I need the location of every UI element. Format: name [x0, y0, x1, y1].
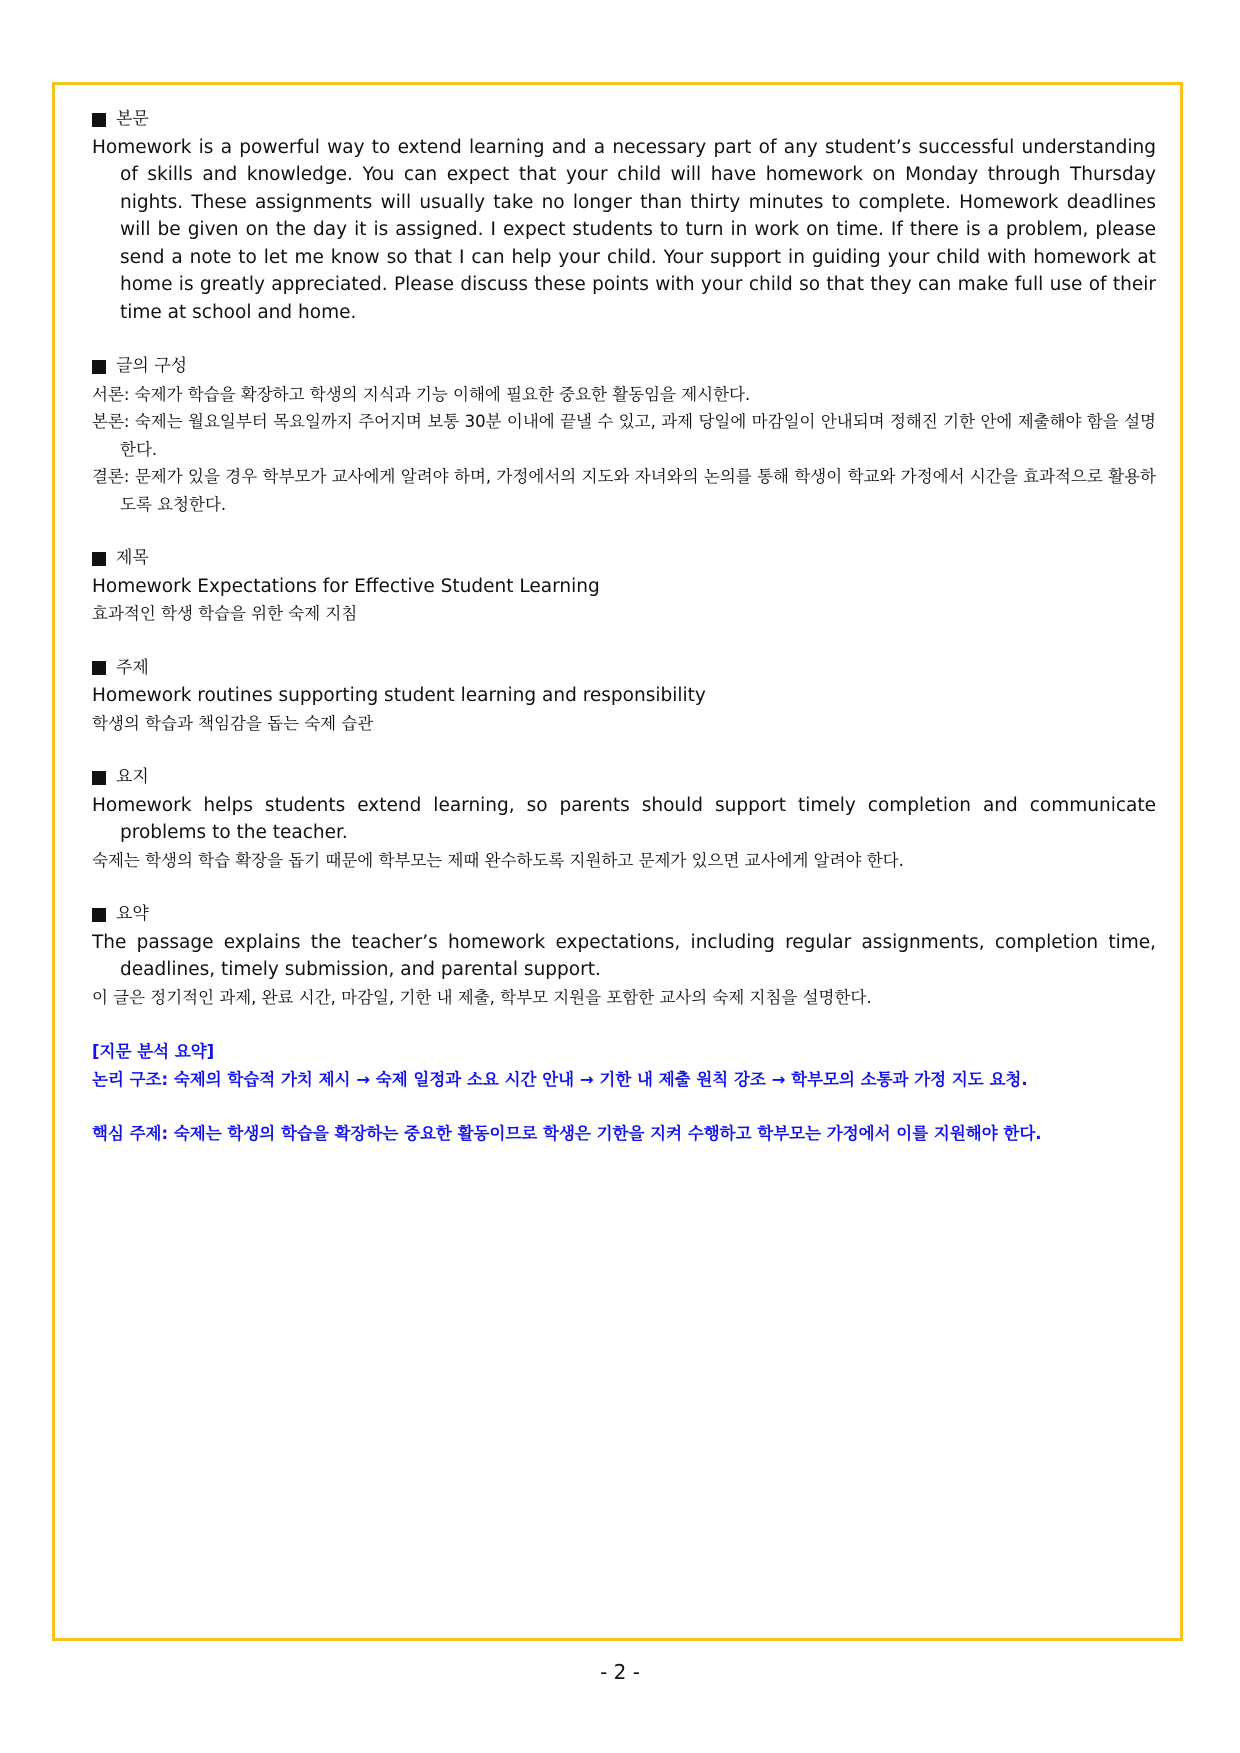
section-heading	[92, 106, 1156, 134]
theme-korean: 학생의 학습과 책임감을 돕는 숙제 습관	[92, 713, 374, 733]
square-bullet-icon	[92, 908, 106, 922]
analysis-logic: 논리 구조: 숙제의 학습적 가치 제시 → 숙제 일정과 소요 시간 안내 → 기한 내 제출 원칙 강조 → 학부모의 소통과 가정 지도 요청.	[92, 1069, 1028, 1089]
square-bullet-icon	[92, 552, 106, 566]
section-heading	[92, 901, 1156, 929]
square-bullet-icon	[92, 661, 106, 675]
section-title	[92, 545, 1156, 628]
section-heading	[92, 655, 1156, 683]
gist-english: Homework helps students extend learning, so parents should support timely completion and communicate problems to the teacher.	[92, 794, 1156, 843]
gist-korean: 숙제는 학생의 학습 확장을 돕기 때문에 학부모는 제때 완수하도록 지원하고 문제가 있으면 교사에게 알려야 한다.	[92, 850, 904, 870]
heading-label: 주제	[116, 657, 149, 678]
section-summary	[92, 901, 1156, 1011]
page-number: - 2 -	[600, 1660, 640, 1684]
summary-english: The passage explains the teacher’s homework expectations, including regular assignments, completion time, deadlines, timely submission, and parental support.	[92, 931, 1156, 980]
structure-intro: 서론: 숙제가 학습을 확장하고 학생의 지식과 기능 이해에 필요한 중요한 활동임을 제시한다.	[92, 384, 751, 404]
analysis-core: 핵심 주제: 숙제는 학생의 학습을 확장하는 중요한 활동이므로 학생은 기한을 지켜 수행하고 학부모는 가정에서 이를 지원해야 한다.	[92, 1124, 1042, 1143]
section-structure	[92, 353, 1156, 518]
section-heading	[92, 353, 1156, 381]
summary-korean: 이 글은 정기적인 과제, 완료 시간, 마감일, 기한 내 제출, 학부모 지원을 포함한 교사의 숙제 지침을 설명한다.	[92, 987, 872, 1007]
passage-text: Homework is a powerful way to extend learning and a necessary part of any student’s successful understanding of skills and knowledge. You can expect that your child will have homework on Monday through Thursday nights. These assignments will usually take no longer than thirty minutes to complete. Homework deadlines will be given on the day it is assigned. I expect students to turn in work on time. If there is a problem, please send a note to let me know so that I can help your child. Your support in guiding your child with homework at home is greatly appreciated. Please discuss these points with your child so that they can make full use of their time at school and home.	[92, 136, 1156, 323]
analysis-box	[92, 1038, 1156, 1148]
analysis-title: [지문 분석 요약]	[92, 1042, 215, 1061]
heading-label: 요지	[116, 767, 149, 787]
title-korean: 효과적인 학생 학습을 위한 숙제 지침	[92, 604, 358, 623]
section-gist	[92, 764, 1156, 874]
heading-label: 제목	[116, 548, 149, 568]
square-bullet-icon	[92, 360, 106, 374]
square-bullet-icon	[92, 771, 106, 785]
section-body	[92, 106, 1156, 326]
heading-label: 글의 구성	[116, 356, 188, 376]
document-content	[92, 106, 1156, 1148]
section-heading	[92, 545, 1156, 573]
structure-conclusion: 결론: 문제가 있을 경우 학부모가 교사에게 알려야 하며, 가정에서의 지도와 자녀와의 논의를 통해 학생이 학교와 가정에서 시간을 효과적으로 활용하도록 요청한다.	[92, 467, 1156, 514]
section-theme	[92, 655, 1156, 738]
theme-english: Homework routines supporting student learning and responsibility	[92, 685, 706, 706]
heading-label: 본문	[116, 109, 149, 129]
section-heading	[92, 764, 1156, 792]
analysis-spacer	[92, 1093, 1156, 1120]
heading-label: 요약	[116, 904, 149, 924]
square-bullet-icon	[92, 113, 106, 127]
structure-main: 본론: 숙제는 월요일부터 목요일까지 주어지며 보통 30분 이내에 끝낼 수 있고, 과제 당일에 마감일이 안내되며 정해진 기한 안에 제출해야 함을 설명한다.	[92, 412, 1156, 459]
title-english: Homework Expectations for Effective Student Learning	[92, 575, 600, 597]
